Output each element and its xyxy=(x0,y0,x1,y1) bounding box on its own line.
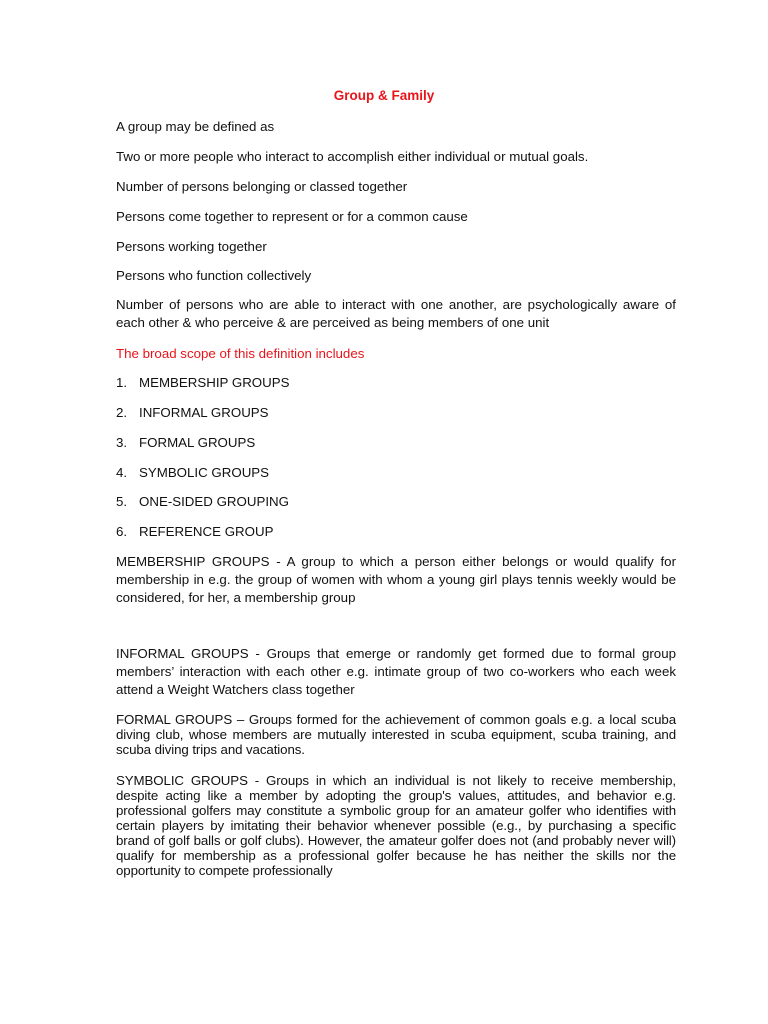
membership-groups-paragraph: MEMBERSHIP GROUPS - A group to which a person either belongs or would qualify for membership in e.g. the group of women with whom a young girl plays tennis weekly would be considered, for her, a membership group xyxy=(116,554,676,605)
definition-item: Number of persons belonging or classed together xyxy=(116,179,408,194)
definition-item: Persons working together xyxy=(116,239,267,254)
list-number: 1. xyxy=(116,375,128,390)
list-number: 2. xyxy=(116,405,128,420)
list-number: 4. xyxy=(116,465,128,480)
list-item xyxy=(116,464,269,481)
definition-item: Persons come together to represent or for a common cause xyxy=(116,209,468,224)
intro-text: A group may be defined as xyxy=(116,119,275,134)
list-label: INFORMAL GROUPS xyxy=(139,405,269,420)
list-number: 6. xyxy=(116,524,128,539)
list-label: SYMBOLIC GROUPS xyxy=(139,465,270,480)
formal-groups-paragraph: FORMAL GROUPS – Groups formed for the achievement of common goals e.g. a local scuba diving club, whose members are mutually interested in scuba equipment, scuba training, and scuba diving trips and vacations. xyxy=(116,712,676,757)
scope-heading: The broad scope of this definition includes xyxy=(116,346,365,361)
list-number: 5. xyxy=(116,494,128,509)
list-label: ONE-SIDED GROUPING xyxy=(139,494,289,509)
document-title: Group & Family xyxy=(333,88,435,103)
symbolic-groups-paragraph: SYMBOLIC GROUPS - Groups in which an individual is not likely to receive membership, despite acting like a member by adopting the group's values, attitudes, and behavior e.g. professional golfers may constitute a symbolic group for an amateur golfer who identifies with certain players by imitating their behavior whenever possible (e.g., by purchasing a specific brand of golf balls or golf clubs). However, the amateur golfer does not (and probably never will) qualify for membership as a professional golfer because he has neither the skills nor the opportunity to compete professionally xyxy=(116,773,676,878)
list-item xyxy=(116,404,269,421)
list-number: 3. xyxy=(116,435,128,450)
list-label: REFERENCE GROUP xyxy=(139,524,274,539)
list-item xyxy=(116,523,273,540)
informal-groups-paragraph: INFORMAL GROUPS - Groups that emerge or randomly get formed due to formal group members’ interaction with each other e.g. intimate group of two co-workers who each week attend a Weight Watchers class together xyxy=(116,646,676,697)
list-label: MEMBERSHIP GROUPS xyxy=(139,375,290,390)
definition-item: Persons who function collectively xyxy=(116,268,312,283)
definition-item: Number of persons who are able to interact with one another, are psychologically aware of each other & who perceive & are perceived as being members of one unit xyxy=(116,297,676,330)
list-label: FORMAL GROUPS xyxy=(139,435,256,450)
list-item xyxy=(116,493,289,510)
definition-item: Two or more people who interact to accomplish either individual or mutual goals. xyxy=(116,149,589,164)
list-item xyxy=(116,374,289,391)
list-item xyxy=(116,434,255,451)
